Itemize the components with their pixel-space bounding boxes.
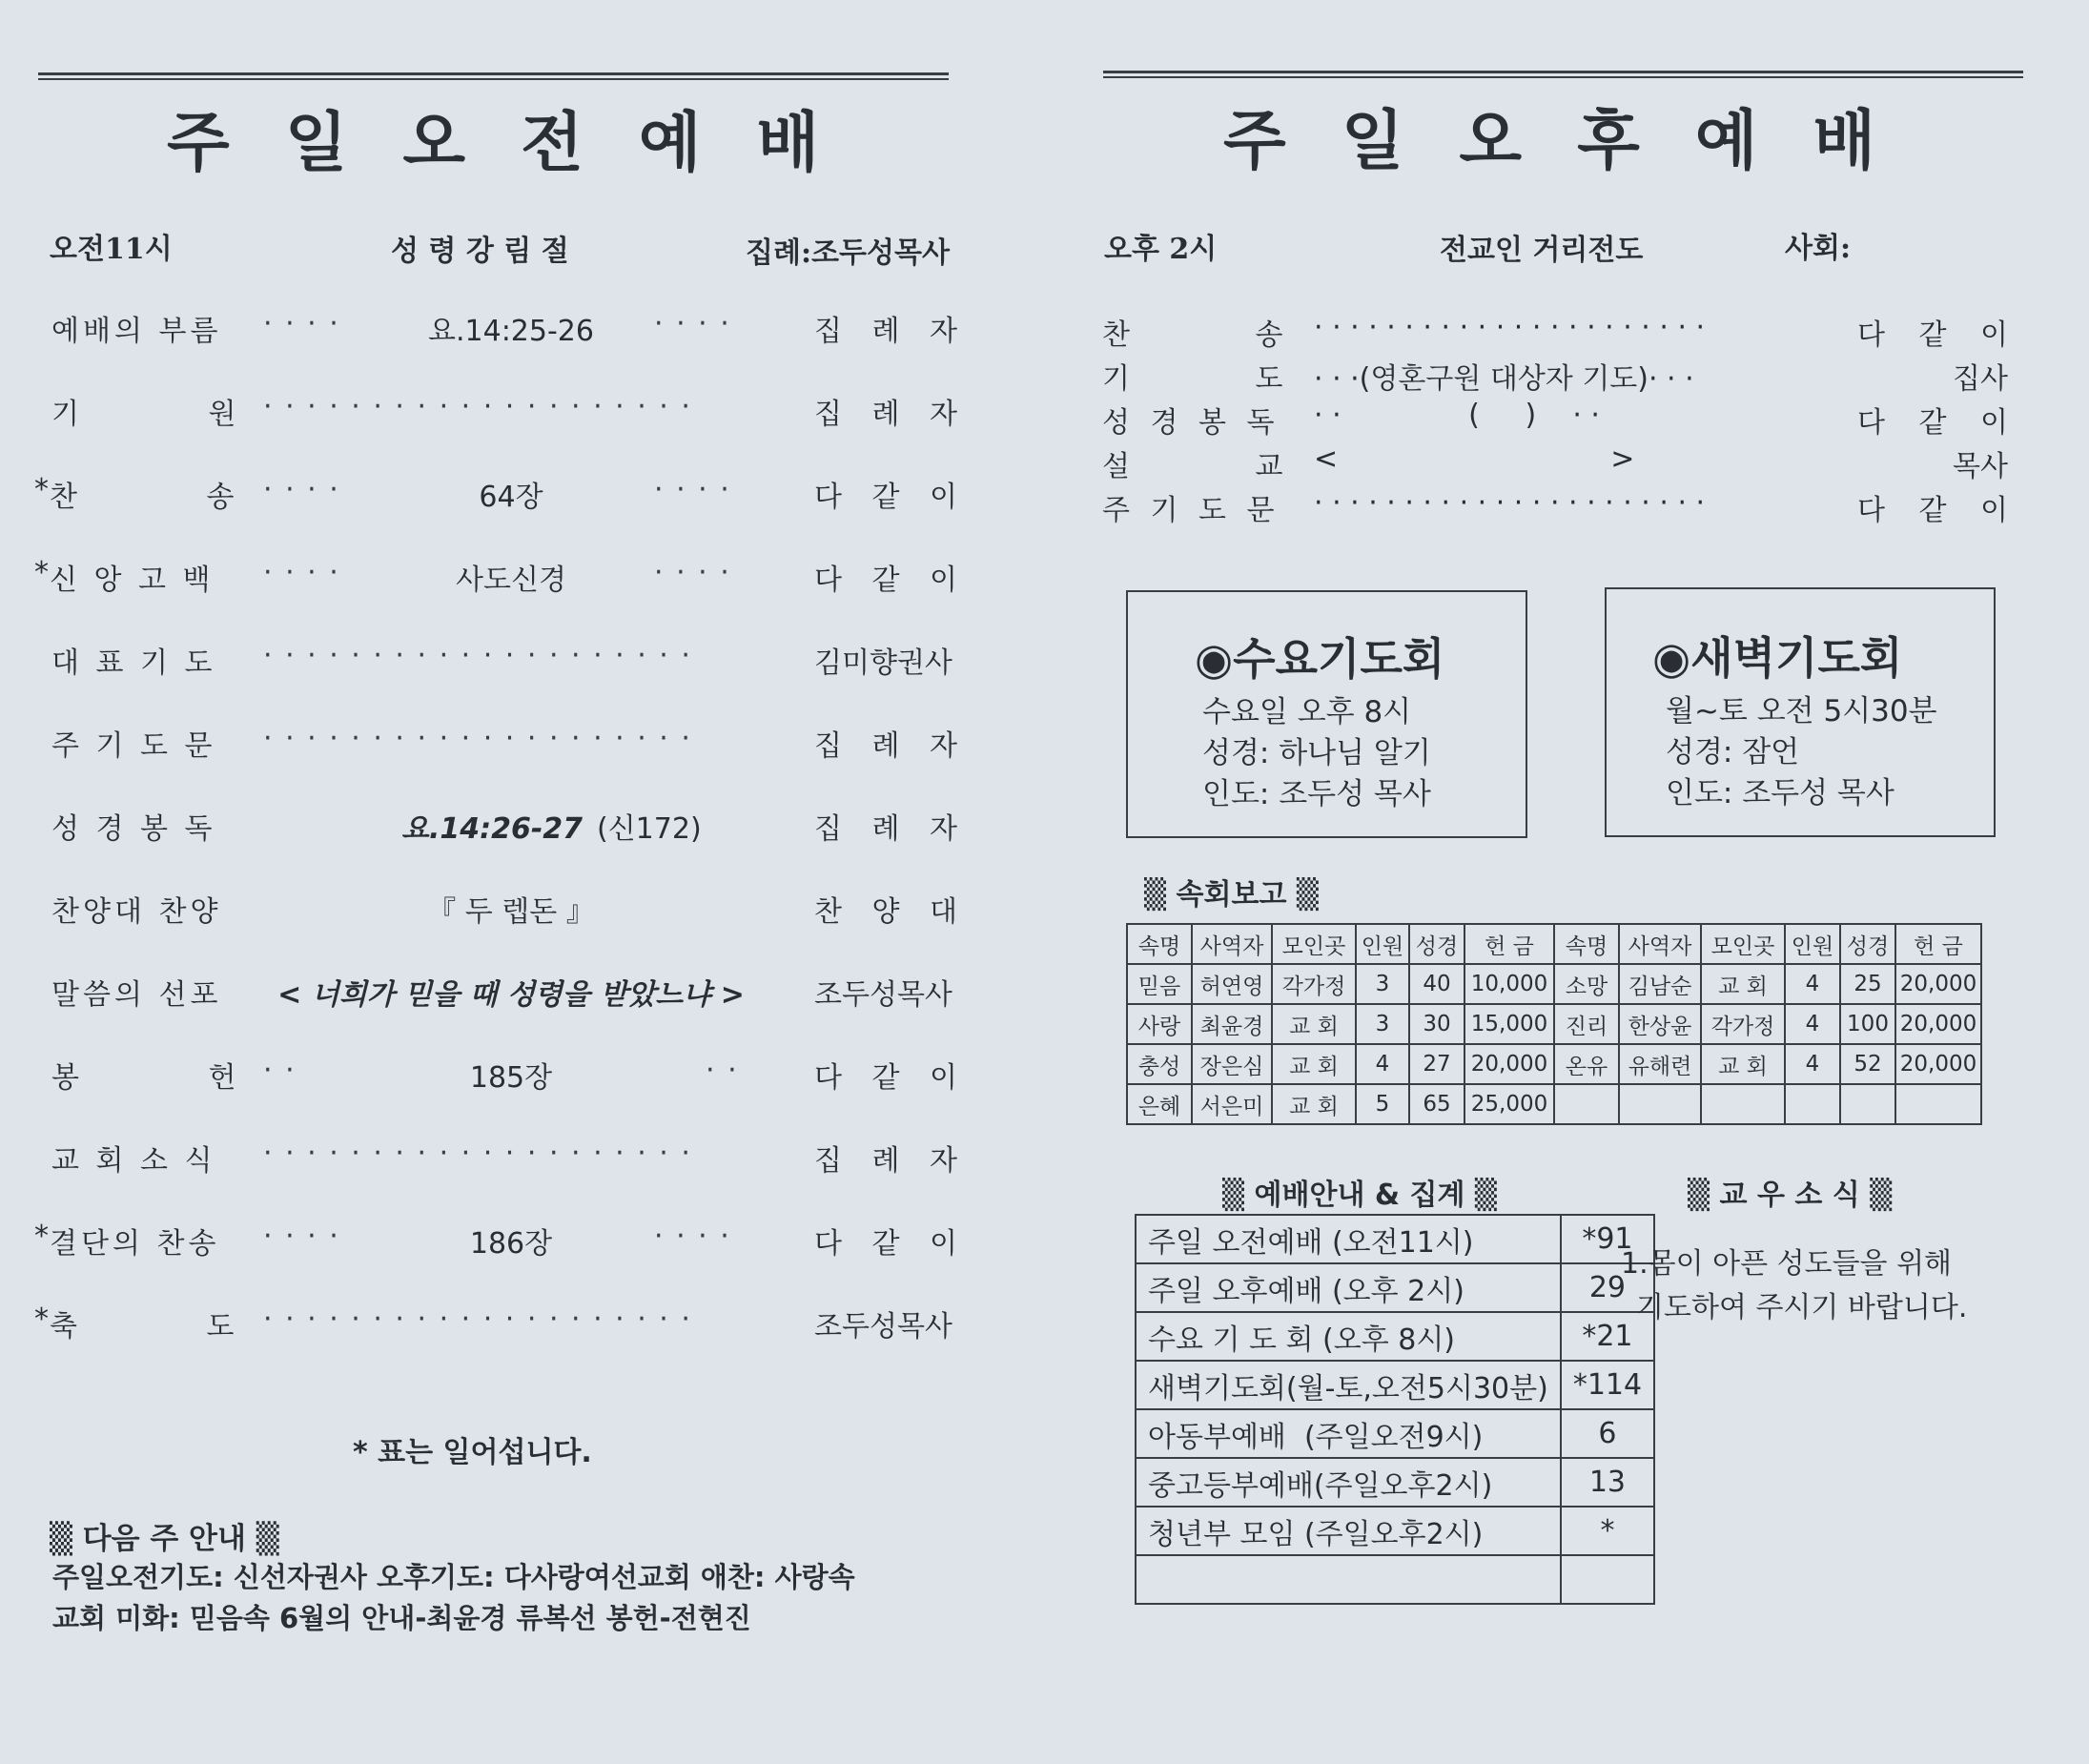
attendance-count: 13 [1561, 1458, 1654, 1507]
table-cell: 온유 [1554, 1044, 1619, 1084]
order-item-label: 찬 송 [50, 481, 242, 514]
table-cell: 4 [1785, 964, 1840, 1004]
table-cell: 4 [1356, 1044, 1409, 1084]
table-cell: 각가정 [1272, 964, 1356, 1004]
order-item-label: 예배의 부름 [51, 315, 222, 348]
order-item-leader: 집 례 자 [814, 1144, 958, 1178]
order-item-label: 찬 송 [1102, 318, 1289, 352]
order-item-leader: 다 같 이 [814, 1061, 958, 1095]
table-cell: 40 [1409, 964, 1464, 1004]
order-item-label: 말씀의 선포 [51, 978, 222, 1012]
order-item-detail: · · ( ) · · [1314, 399, 1600, 432]
order-item-detail: 64장 [479, 481, 543, 514]
table-cell: 교 회 [1701, 1044, 1785, 1084]
table-header-cell: 사역자 [1619, 924, 1701, 964]
leader-dots: · · · · · · · · · · · · · · · · · · · · [263, 722, 692, 755]
morning-order-row [34, 971, 969, 1018]
table-row [1127, 964, 1981, 1004]
wednesday-prayer-title: ◉수요기도회 [1195, 633, 1445, 685]
standing-marker: * [34, 473, 49, 506]
next-week-line2: 교회 미화: 믿음속 6월의 안내-최윤경 류복선 봉헌-전현진 [52, 1602, 751, 1634]
afternoon-title: 주일오후예배 [1223, 104, 1932, 179]
morning-order-row [34, 722, 969, 769]
order-item-label: 축 도 [50, 1310, 242, 1344]
order-item-leader: 목사 [1953, 450, 2008, 483]
table-cell: 서은미 [1192, 1084, 1272, 1124]
table-cell [1785, 1084, 1840, 1124]
table-header-cell: 모인곳 [1701, 924, 1785, 964]
table-header-cell: 헌 금 [1464, 924, 1554, 964]
table-header-cell: 인원 [1785, 924, 1840, 964]
table-cell: 장은심 [1192, 1044, 1272, 1084]
afternoon-order-row [1102, 399, 2008, 441]
table-header-cell: 모인곳 [1272, 924, 1356, 964]
table-cell: 52 [1840, 1044, 1895, 1084]
morning-order-row [34, 639, 969, 687]
wednesday-prayer-box [1126, 590, 1527, 838]
order-item-detail: · · · · · · · · · · · · · · · · · · · · · · [1314, 486, 1706, 520]
order-item-leader: 조두성목사 [814, 978, 952, 1012]
table-cell: 한상윤 [1619, 1004, 1701, 1044]
morning-theme: 성 령 강 림 절 [391, 235, 569, 268]
morning-order-row [34, 805, 969, 852]
table-header-cell: 성경 [1840, 924, 1895, 964]
attendance-service: 주일 오전예배 (오전11시) [1136, 1215, 1561, 1263]
table-row [1127, 1084, 1981, 1124]
attendance-service: 중고등부예배(주일오후2시) [1136, 1458, 1561, 1507]
morning-title-rule [38, 72, 949, 80]
attendance-service: 주일 오후예배 (오후 2시) [1136, 1263, 1561, 1312]
table-cell: 3 [1356, 1004, 1409, 1044]
leader-dots: · · · · [263, 556, 340, 589]
attendance-service [1136, 1555, 1561, 1604]
dawn-prayer-scripture: 성경: 잠언 [1666, 735, 1800, 769]
morning-officiant: 집례:조두성목사 [746, 236, 950, 270]
order-item-label: 찬양대 찬양 [51, 895, 222, 929]
order-item-leader: 집사 [1953, 362, 2008, 396]
attendance-count: *91 [1561, 1215, 1654, 1263]
morning-order-row [34, 1137, 969, 1184]
order-item-detail: 요.14:26-27 [400, 812, 584, 846]
order-item-label: 신 앙 고 백 [50, 564, 215, 597]
order-item-leader: 집 례 자 [814, 729, 958, 763]
morning-title: 주일오전예배 [167, 106, 875, 181]
order-item-label: 봉 헌 [51, 1061, 244, 1095]
standing-note: * 표는 일어섭니다. [353, 1436, 592, 1469]
wednesday-prayer-time: 수요일 오후 8시 [1202, 695, 1412, 729]
morning-order-row [34, 473, 969, 521]
dawn-prayer-box [1605, 587, 1996, 837]
standing-marker: * [34, 1302, 49, 1336]
morning-order-row [34, 1220, 969, 1267]
table-cell: 15,000 [1464, 1004, 1554, 1044]
afternoon-theme: 전교인 거리전도 [1440, 234, 1644, 267]
next-week-heading: ▒ 다음 주 안내 ▒ [50, 1522, 279, 1556]
order-item-leader: 집 례 자 [814, 315, 958, 348]
attendance-count: *21 [1561, 1312, 1654, 1361]
table-cell: 교 회 [1272, 1044, 1356, 1084]
table-cell: 20,000 [1895, 1004, 1981, 1044]
leader-dots: · · · · [654, 1220, 731, 1253]
dawn-prayer-leader: 인도: 조두성 목사 [1666, 776, 1894, 810]
order-item-leader: 집 례 자 [814, 398, 958, 431]
standing-marker: * [34, 1220, 49, 1253]
order-item-leader: 다 같 이 [1856, 494, 2008, 527]
table-cell: 소망 [1554, 964, 1619, 1004]
order-item-label: 교 회 소 식 [51, 1144, 216, 1178]
table-cell: 은혜 [1127, 1084, 1192, 1124]
attendance-service: 수요 기 도 회 (오후 8시) [1136, 1312, 1561, 1361]
table-cell: 교 회 [1272, 1084, 1356, 1124]
leader-dots: · · · · [654, 556, 731, 589]
table-row [1127, 1044, 1981, 1084]
order-item-leader: 찬 양 대 [814, 895, 958, 929]
leader-dots: · · [263, 1054, 297, 1087]
order-item-detail: 『 두 렙돈 』 [427, 895, 595, 929]
table-cell: 3 [1356, 964, 1409, 1004]
afternoon-order-row [1102, 442, 2008, 484]
table-header-cell: 속명 [1554, 924, 1619, 964]
table-cell [1554, 1084, 1619, 1124]
morning-order-row [34, 390, 969, 438]
order-item-leader: 다 같 이 [814, 481, 958, 514]
table-header-cell: 인원 [1356, 924, 1409, 964]
leader-dots: · · · · · · · · · · · · · · · · · · · · [263, 390, 692, 423]
table-cell: 유해련 [1619, 1044, 1701, 1084]
order-item-leader: 김미향권사 [814, 646, 952, 680]
order-item-detail: 사도신경 [456, 564, 566, 597]
order-item-label: 성 경 봉 독 [51, 812, 216, 846]
table-cell: 4 [1785, 1004, 1840, 1044]
attendance-count: 6 [1561, 1409, 1654, 1458]
table-cell: 20,000 [1895, 964, 1981, 1004]
order-item-detail: < 너희가 믿을 때 성령을 받았느냐 > [277, 978, 745, 1012]
table-header-row [1127, 924, 1981, 964]
attendance-row [1136, 1555, 1654, 1604]
afternoon-title-rule [1103, 71, 2023, 78]
order-item-hymnal-ref: (신172) [597, 812, 702, 846]
order-item-label: 성 경 봉 독 [1102, 406, 1280, 440]
table-cell: 각가정 [1701, 1004, 1785, 1044]
table-header-cell: 헌 금 [1895, 924, 1981, 964]
attendance-count [1561, 1555, 1654, 1604]
wednesday-prayer-scripture: 성경: 하나님 알기 [1202, 736, 1431, 770]
leader-dots: · · [706, 1054, 739, 1087]
table-cell: 최윤경 [1192, 1004, 1272, 1044]
table-header-cell: 성경 [1409, 924, 1464, 964]
table-cell [1701, 1084, 1785, 1124]
table-cell: 5 [1356, 1084, 1409, 1124]
cell-report-table [1126, 923, 1982, 1125]
table-cell: 4 [1785, 1044, 1840, 1084]
table-cell: 믿음 [1127, 964, 1192, 1004]
attendance-row [1136, 1263, 1654, 1312]
leader-dots: · · · · [263, 473, 340, 506]
table-cell [1619, 1084, 1701, 1124]
leader-dots: · · · · · · · · · · · · · · · · · · · · [263, 1137, 692, 1170]
order-item-detail: < > [1314, 442, 1635, 476]
order-item-label: 결단의 찬송 [50, 1227, 220, 1261]
order-item-leader: 다 같 이 [1856, 406, 2008, 440]
leader-dots: · · · · [654, 307, 731, 340]
attendance-count: *114 [1561, 1361, 1654, 1409]
table-cell: 허연영 [1192, 964, 1272, 1004]
table-cell: 65 [1409, 1084, 1464, 1124]
order-item-detail: 요.14:25-26 [428, 315, 594, 348]
leader-dots: · · · · [263, 307, 340, 340]
table-cell: 27 [1409, 1044, 1464, 1084]
attendance-row [1136, 1215, 1654, 1263]
news-line2: 기도하여 주시기 바랍니다. [1636, 1291, 1968, 1324]
attendance-count: 29 [1561, 1263, 1654, 1312]
table-cell [1895, 1084, 1981, 1124]
table-cell: 진리 [1554, 1004, 1619, 1044]
afternoon-order-row [1102, 311, 2008, 353]
order-item-detail: 185장 [469, 1061, 553, 1095]
attendance-row [1136, 1458, 1654, 1507]
table-cell: 100 [1840, 1004, 1895, 1044]
table-cell: 교 회 [1272, 1004, 1356, 1044]
order-item-leader: 조두성목사 [814, 1310, 952, 1344]
table-cell: 교 회 [1701, 964, 1785, 1004]
morning-order-row [34, 1302, 969, 1350]
leader-dots: · · · · [263, 1220, 340, 1253]
afternoon-time: 오후 2시 [1104, 233, 1218, 266]
attendance-row [1136, 1507, 1654, 1555]
table-cell: 30 [1409, 1004, 1464, 1044]
table-header-cell: 사역자 [1192, 924, 1272, 964]
leader-dots: · · · · · · · · · · · · · · · · · · · · [263, 1302, 692, 1336]
table-cell: 김남순 [1619, 964, 1701, 1004]
order-item-leader: 다 같 이 [814, 564, 958, 597]
afternoon-host: 사회: [1785, 232, 1852, 265]
order-item-label: 주 기 도 문 [1102, 494, 1280, 527]
next-week-line1: 주일오전기도: 신선자권사 오후기도: 다사랑여선교회 애찬: 사랑속 [52, 1561, 855, 1593]
morning-order-row [34, 307, 969, 355]
order-item-leader: 집 례 자 [814, 812, 958, 846]
table-cell: 20,000 [1464, 1044, 1554, 1084]
afternoon-order-row [1102, 486, 2008, 528]
leader-dots: · · · · · · · · · · · · · · · · · · · · [263, 639, 692, 672]
attendance-row [1136, 1312, 1654, 1361]
attendance-count: * [1561, 1507, 1654, 1555]
morning-order-row [34, 888, 969, 935]
order-item-leader: 다 같 이 [814, 1227, 958, 1261]
order-item-label: 기 원 [51, 398, 244, 431]
morning-order-row [34, 556, 969, 604]
standing-marker: * [34, 556, 49, 589]
table-cell [1840, 1084, 1895, 1124]
attendance-service: 아동부예배 (주일오전9시) [1136, 1409, 1561, 1458]
wednesday-prayer-leader: 인도: 조두성 목사 [1202, 777, 1431, 811]
attendance-heading: ▒ 예배안내 & 집계 ▒ [1222, 1179, 1497, 1212]
table-cell: 충성 [1127, 1044, 1192, 1084]
order-item-label: 주 기 도 문 [51, 729, 216, 763]
order-item-detail: 186장 [469, 1227, 553, 1261]
morning-time: 오전11시 [50, 233, 173, 266]
dawn-prayer-time: 월~토 오전 5시30분 [1666, 694, 1937, 728]
table-cell: 사랑 [1127, 1004, 1192, 1044]
table-cell: 25,000 [1464, 1084, 1554, 1124]
order-item-label: 기 도 [1102, 362, 1289, 396]
attendance-row [1136, 1409, 1654, 1458]
dawn-prayer-title: ◉새벽기도회 [1652, 632, 1903, 684]
order-item-label: 설 교 [1102, 450, 1289, 483]
attendance-row [1136, 1361, 1654, 1409]
cell-report-heading: ▒ 속회보고 ▒ [1144, 878, 1319, 912]
table-header-cell: 속명 [1127, 924, 1192, 964]
order-item-detail: · · ·(영혼구원 대상자 기도)· · · [1314, 362, 1694, 396]
attendance-service: 청년부 모임 (주일오후2시) [1136, 1507, 1561, 1555]
afternoon-order-row [1102, 355, 2008, 397]
table-cell: 25 [1840, 964, 1895, 1004]
table-cell: 20,000 [1895, 1044, 1981, 1084]
table-cell: 10,000 [1464, 964, 1554, 1004]
table-row [1127, 1004, 1981, 1044]
morning-order-row [34, 1054, 969, 1101]
attendance-service: 새벽기도회(월-토,오전5시30분) [1136, 1361, 1561, 1409]
order-item-leader: 다 같 이 [1856, 318, 2008, 352]
order-item-detail: · · · · · · · · · · · · · · · · · · · · · · [1314, 311, 1706, 344]
news-line1: 1.몸이 아픈 성도들을 위해 [1621, 1247, 1953, 1281]
news-heading: ▒ 교 우 소 식 ▒ [1688, 1179, 1893, 1212]
leader-dots: · · · · [654, 473, 731, 506]
order-item-label: 대 표 기 도 [51, 646, 216, 680]
attendance-table [1135, 1214, 1655, 1605]
